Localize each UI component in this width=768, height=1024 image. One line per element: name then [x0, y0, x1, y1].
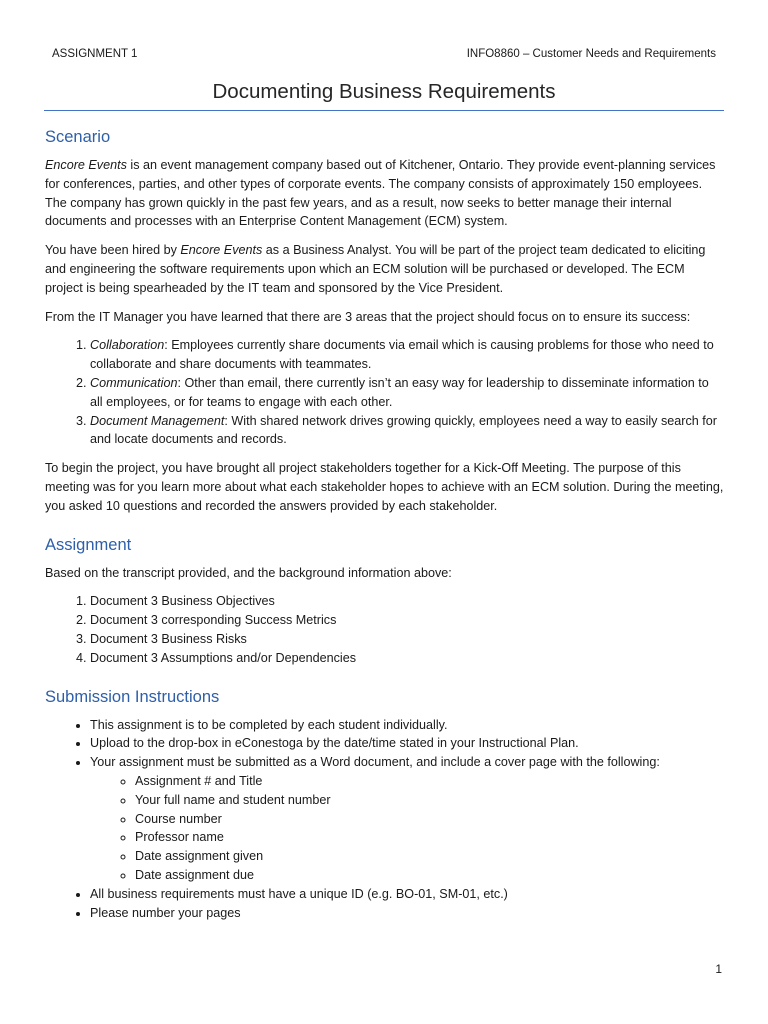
header-course-label: INFO8860 – Customer Needs and Requirements	[466, 48, 716, 60]
list-item: 1. Document 3 Business Objectives	[90, 592, 724, 611]
list-item: 2. Communication: Other than email, there currently isn’t an easy way for leadership to disseminate information to all employees, or for teams to engage with each other.	[90, 374, 724, 412]
list-item: ◦ Your full name and student number	[135, 791, 724, 810]
list-item: 2. Document 3 corresponding Success Metrics	[90, 611, 724, 630]
focus-areas-list	[45, 336, 724, 449]
scenario-heading: Scenario	[45, 128, 111, 146]
list-item: 1. Collaboration: Employees currently share documents via email which is causing problems for those who need to collaborate and share documents with teammates.	[90, 336, 724, 374]
list-item: • Please number your pages	[90, 904, 724, 923]
submission-instructions-list	[45, 716, 724, 923]
list-item: • All business requirements must have a unique ID (e.g. BO-01, SM-01, etc.)	[90, 885, 724, 904]
scenario-paragraph-3: From the IT Manager you have learned that there are 3 areas that the project should focus on to ensure its success:	[45, 309, 691, 324]
list-item: ◦ Course number	[135, 810, 724, 829]
company-name: Encore Events	[180, 243, 263, 258]
company-name: Encore Events	[45, 158, 127, 172]
assignment-heading: Assignment	[45, 535, 132, 554]
list-item: ◦ Professor name	[135, 828, 724, 847]
scenario-paragraph-2: You have been hired by Encore Events as a Business Analyst. You will be part of the project team dedicated to eliciting and engineering the software requirements upon which an ECM solution will be purchased or developed. The ECM project is being spearheaded by the IT team and sponsored by the Vice President.	[45, 243, 706, 295]
page-number: 1	[715, 962, 722, 976]
list-item: • This assignment is to be completed by each student individually.	[90, 716, 724, 735]
assignment-intro: Based on the transcript provided, and the background information above:	[45, 565, 452, 580]
document-body	[45, 126, 724, 922]
header-assignment-label: ASSIGNMENT 1	[52, 48, 138, 60]
list-item: ◦ Date assignment given	[135, 847, 724, 866]
list-item: 4. Document 3 Assumptions and/or Dependencies	[90, 649, 724, 668]
list-item: ◦ Date assignment due	[135, 866, 724, 885]
list-item: ◦ Assignment # and Title	[135, 772, 724, 791]
list-item: 3. Document 3 Business Risks	[90, 630, 724, 649]
list-item: • Upload to the drop-box in eConestoga by the date/time stated in your Instructional Plan.	[90, 734, 724, 753]
list-item: 3. Document Management: With shared network drives growing quickly, employees need a way to easily search for and locate documents and records.	[90, 412, 724, 450]
submission-heading: Submission Instructions	[45, 687, 220, 706]
scenario-paragraph-1: Encore Events is an event management company based out of Kitchener, Ontario. They provide event-planning services for conferences, parties, and other types of corporate events. The company consists of approximately 150 employees. The company has grown quickly in the past few years, and as a result, now seeks to better manage their internal documents and processes with an Enterprise Content Management (ECM) system.	[45, 158, 716, 229]
list-item: • Your assignment must be submitted as a Word document, and include a cover page with the following: ◦ Assignment # and Title ◦ Your full name and student number ◦ Course number ◦ Professor name ◦ Date assignment given ◦ Date assignment due	[90, 753, 724, 885]
cover-page-items-list	[90, 772, 724, 885]
assignment-tasks-list	[45, 592, 724, 667]
document-title: Documenting Business Requirements	[44, 80, 724, 111]
scenario-paragraph-4: To begin the project, you have brought all project stakeholders together for a Kick-Off Meeting. The purpose of this meeting was for you learn more about what each stakeholder hopes to achieve with an ECM solution. During the meeting, you asked 10 questions and recorded the answers provided by each stakeholder.	[45, 461, 724, 513]
